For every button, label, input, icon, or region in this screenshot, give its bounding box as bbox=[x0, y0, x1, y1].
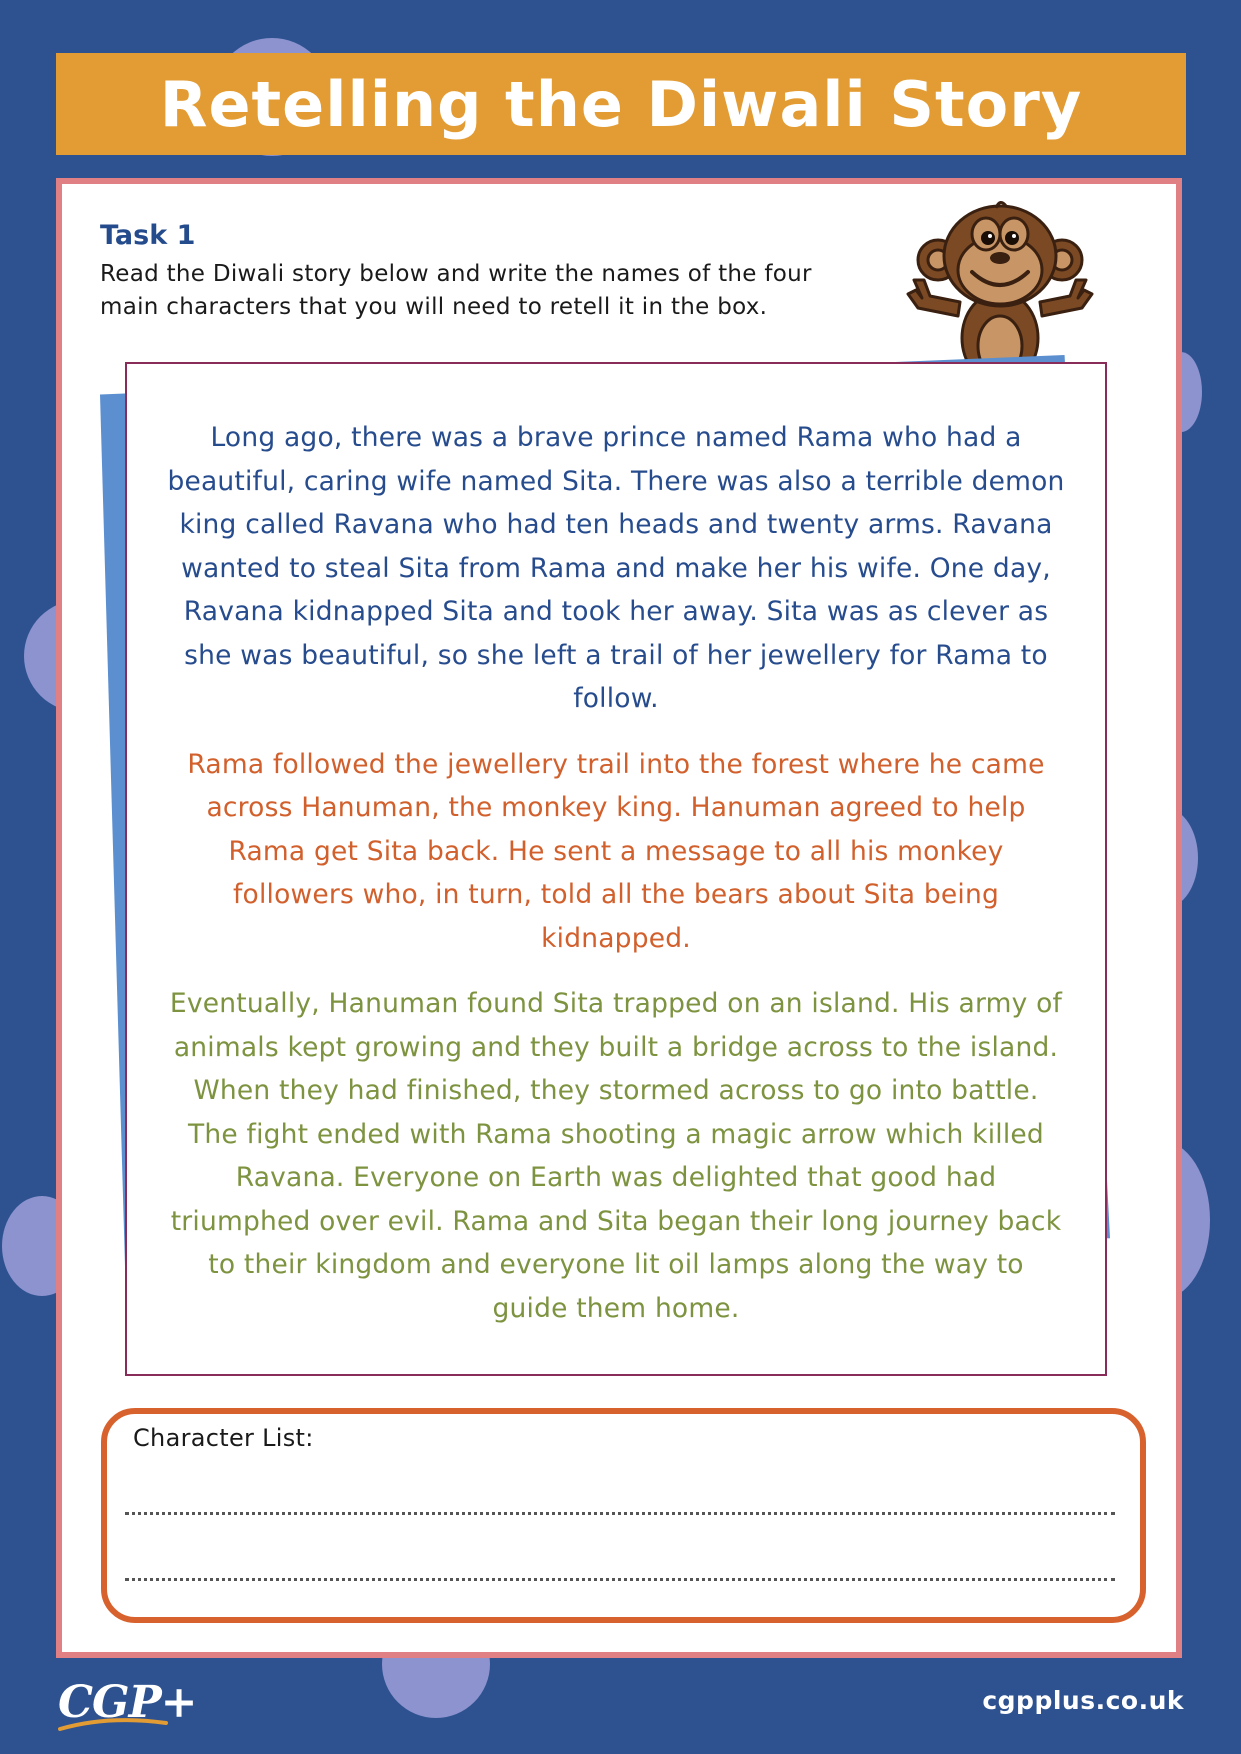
task-heading: Task 1 bbox=[100, 220, 196, 251]
title-bar bbox=[56, 53, 1186, 155]
answer-line-1[interactable] bbox=[125, 1512, 1115, 1515]
story-box bbox=[125, 362, 1107, 1376]
character-list-label: Character List: bbox=[133, 1424, 314, 1452]
website-url: cgpplus.co.uk bbox=[982, 1686, 1184, 1715]
story-paragraph-1: Long ago, there was a brave prince named Rama who had a beautiful, caring wife named Sita. There was also a terrible demon king called Ravana who had ten heads and twenty arms. Ravana wanted to steal Sita from Rama and make her his wife. One day, Ravana kidnapped Sita and took her away. Sita was as clever as she was beautiful, so she left a trail of her jewellery for Rama to follow. bbox=[167, 422, 1065, 714]
story-paragraph-3: Eventually, Hanuman found Sita trapped on an island. His army of animals kept growing and they built a bridge across to the island. When they had finished, they stormed across to go into battle. The fight ended with Rama shooting a magic arrow which killed Ravana. Everyone on Earth was delighted that good had triumphed over evil. Rama and Sita began their long journey back to their kingdom and everyone lit oil lamps along the way to guide them home. bbox=[169, 988, 1063, 1324]
task-instructions: Read the Diwali story below and write the names of the four main characters that you will need to retell it in the box. bbox=[100, 261, 812, 320]
story-paragraph-2: Rama followed the jewellery trail into the forest where he came across Hanuman, the monkey king. Hanuman agreed to help Rama get Sita back. He sent a message to all his monkey followers who, in turn, told all the bears about Sita being kidnapped. bbox=[187, 748, 1045, 954]
page-title: Retelling the Diwali Story bbox=[159, 67, 1083, 141]
logo-swoosh-icon bbox=[58, 1717, 168, 1733]
answer-line-2[interactable] bbox=[125, 1578, 1115, 1581]
cgp-logo: CGP+ bbox=[58, 1677, 197, 1728]
